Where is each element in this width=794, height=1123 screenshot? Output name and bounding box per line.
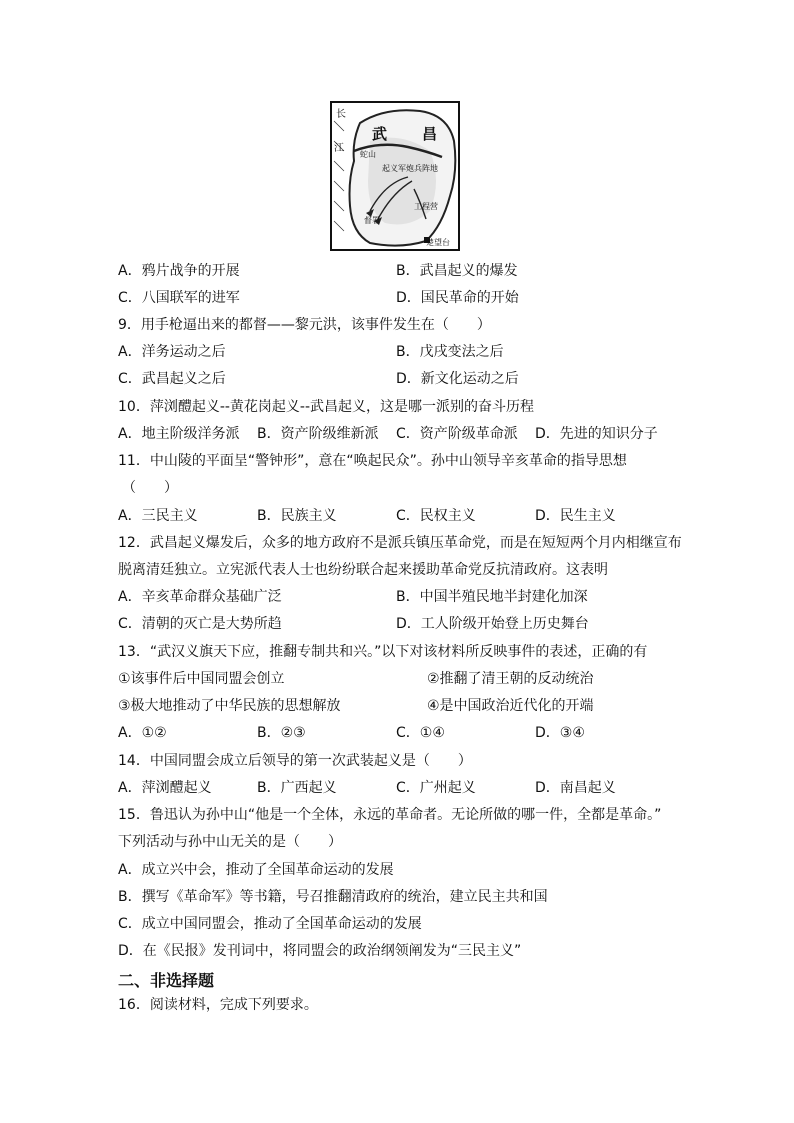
q8-option-a: A．鸦片战争的开展 bbox=[118, 263, 240, 279]
q12-option-a: A．辛亥革命群众基础广泛 bbox=[118, 589, 282, 605]
q11-option-a: A．三民主义 bbox=[118, 508, 198, 524]
q14-option-c: C．广州起义 bbox=[396, 780, 476, 796]
q14-option-b: B．广西起义 bbox=[257, 780, 337, 796]
q13-item-1: ①该事件后中国同盟会创立 bbox=[118, 671, 285, 687]
q11-stem-cont: （ ） bbox=[122, 480, 178, 496]
q10-option-b: B．资产阶级维新派 bbox=[257, 426, 379, 442]
q8-option-c: C．八国联军的进军 bbox=[118, 290, 240, 306]
q15-option-c: C．成立中国同盟会，推动了全国革命运动的发展 bbox=[118, 916, 422, 932]
map-label-snake-hill: 蛇山 bbox=[360, 150, 376, 159]
q13-option-a: A．①② bbox=[118, 725, 167, 741]
map-river-char-2: 江 bbox=[334, 143, 344, 154]
q13-option-c: C．①④ bbox=[396, 725, 445, 741]
q13-item-2: ②推翻了清王朝的反动统治 bbox=[427, 671, 594, 687]
q13-stem: 13．“武汉义旗天下应，推翻专制共和兴。”以下对该材料所反映事件的表述，正确的有 bbox=[118, 644, 648, 660]
q12-stem: 12．武昌起义爆发后，众多的地方政府不是派兵镇压革命党，而是在短短两个月内相继宣布 bbox=[118, 535, 682, 551]
q8-option-d: D．国民革命的开始 bbox=[396, 290, 519, 306]
q12-option-c: C．清朝的灭亡是大势所趋 bbox=[118, 616, 282, 632]
q11-option-d: D．民生主义 bbox=[535, 508, 616, 524]
q14-stem: 14．中国同盟会成立后领导的第一次武装起义是（ ） bbox=[118, 753, 472, 769]
q10-option-c: C．资产阶级革命派 bbox=[396, 426, 518, 442]
q15-option-d: D．在《民报》发刊词中，将同盟会的政治纲领阐发为“三民主义” bbox=[118, 943, 522, 959]
q15-option-a: A．成立兴中会，推动了全国革命运动的发展 bbox=[118, 862, 394, 878]
q10-option-a: A．地主阶级洋务派 bbox=[118, 426, 240, 442]
q13-item-3: ③极大地推动了中华民族的思想解放 bbox=[118, 698, 341, 714]
q12-option-b: B．中国半殖民地半封建化加深 bbox=[396, 589, 588, 605]
q13-item-4: ④是中国政治近代化的开端 bbox=[427, 698, 594, 714]
q15-stem-cont: 下列活动与孙中山无关的是（ ） bbox=[118, 834, 342, 850]
q14-option-d: D．南昌起义 bbox=[535, 780, 616, 796]
q10-option-d: D．先进的知识分子 bbox=[535, 426, 658, 442]
q11-stem: 11．中山陵的平面呈“警钟形”，意在“唤起民众”。孙中山领导辛亥革命的指导思想 bbox=[118, 453, 627, 469]
q9-option-b: B．戊戌变法之后 bbox=[396, 344, 504, 360]
map-label-governor-office: 督署 bbox=[364, 216, 380, 225]
q14-option-a: A．萍浏醴起义 bbox=[118, 780, 212, 796]
q9-stem: 9．用手枪逼出来的都督——黎元洪，该事件发生在（ ） bbox=[118, 317, 491, 333]
q12-option-d: D．工人阶级开始登上历史舞台 bbox=[396, 616, 589, 632]
map-label-rebel-base: 起义军炮兵阵地 bbox=[382, 164, 438, 173]
section-heading: 二、非选择题 bbox=[118, 971, 215, 990]
q12-stem-cont: 脱离清廷独立。立宪派代表人士也纷纷联合起来援助革命党反抗清政府。这表明 bbox=[118, 562, 608, 578]
q11-option-b: B．民族主义 bbox=[257, 508, 337, 524]
map-river-char-1: 长 bbox=[336, 109, 346, 120]
q8-option-b: B．武昌起义的爆发 bbox=[396, 263, 518, 279]
map-label-chuwang-tai: 楚望台 bbox=[426, 238, 450, 247]
q9-option-c: C．武昌起义之后 bbox=[118, 371, 226, 387]
wuchang-uprising-map bbox=[330, 101, 460, 251]
q9-option-d: D．新文化运动之后 bbox=[396, 371, 519, 387]
q13-option-d: D．③④ bbox=[535, 725, 585, 741]
map-title-char-2: 昌 bbox=[422, 125, 438, 143]
q15-option-b: B．撰写《革命军》等书籍，号召推翻清政府的统治，建立民主共和国 bbox=[118, 889, 548, 905]
q9-option-a: A．洋务运动之后 bbox=[118, 344, 226, 360]
q13-option-b: B．②③ bbox=[257, 725, 306, 741]
q16-stem: 16．阅读材料，完成下列要求。 bbox=[118, 997, 318, 1013]
q11-option-c: C．民权主义 bbox=[396, 508, 476, 524]
q10-stem: 10．萍浏醴起义--黄花岗起义--武昌起义，这是哪一派别的奋斗历程 bbox=[118, 399, 535, 415]
map-label-engineer-camp: 工程营 bbox=[414, 202, 438, 211]
map-title-char-1: 武 bbox=[372, 125, 388, 143]
q15-stem: 15．鲁迅认为孙中山“他是一个全体，永远的革命者。无论所做的哪一件，全都是革命。” bbox=[118, 807, 662, 823]
